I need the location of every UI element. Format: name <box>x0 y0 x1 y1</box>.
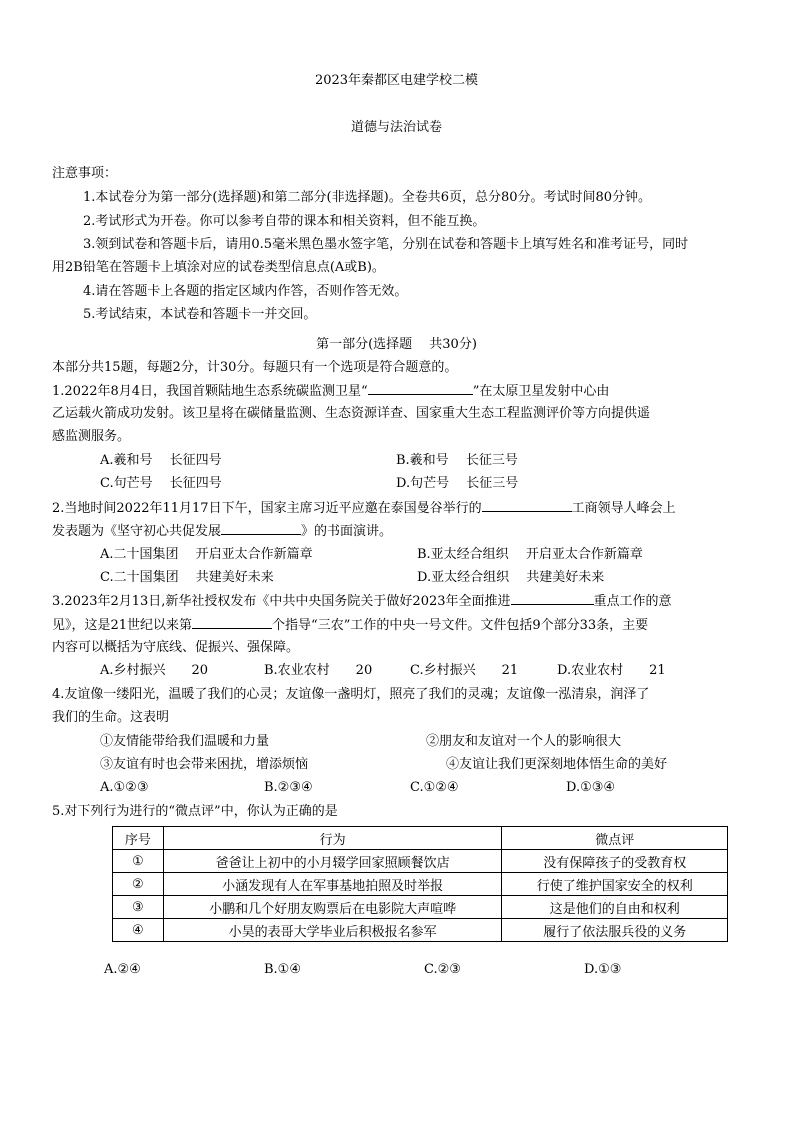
notice-item-3-cont: 用2B铅笔在答题卡上填涂对应的试卷类型信息点(A或B)。 <box>52 260 385 275</box>
table-cell-behavior: 小鹏和几个好朋友购票后在电影院大声喧哗 <box>163 896 502 919</box>
q2-stem-line1 <box>52 499 676 518</box>
q1-option-a: A.羲和号 长征四号 <box>100 453 222 468</box>
table-header-number: 序号 <box>113 827 164 850</box>
q4-option-a: A.①②③ <box>100 780 149 795</box>
q2-stem-part-a: 2.当地时间2022年11月17日下午，国家主席习近平应邀在泰国曼谷举行的 <box>52 501 482 516</box>
q1-stem-line1 <box>52 382 609 401</box>
exam-subject-title: 道德与法治试卷 <box>350 120 442 135</box>
q3-stem-part-c: 见》，这是21世纪以来第 <box>52 618 193 633</box>
q2-option-a: A.二十国集团 开启亚太合作新篇章 <box>100 547 313 562</box>
q5-option-a: A.②④ <box>104 962 141 977</box>
q1-stem-line3: 感监测服务。 <box>52 429 131 444</box>
table-cell-number: ③ <box>113 896 164 919</box>
q2-stem-line2 <box>52 522 392 541</box>
q3-stem-part-b: 重点工作的意 <box>593 594 672 609</box>
table-row <box>113 850 728 873</box>
q5-option-d: D.①③ <box>584 962 622 977</box>
q4-stem-line2: 我们的生命。这表明 <box>52 710 170 725</box>
q1-option-c: C.句芒号 长征四号 <box>100 476 222 491</box>
q5-comment-table <box>112 826 728 942</box>
notice-heading: 注意事项： <box>52 166 118 181</box>
q4-statement-4: ④友谊让我们更深刻地体悟生命的美好 <box>446 757 668 772</box>
q3-option-b: B.农业农村 20 <box>264 663 373 678</box>
q2-stem-part-c: 发表题为《坚守初心共促发展 <box>52 524 222 539</box>
table-header-row <box>113 827 728 850</box>
table-cell-comment: 履行了依法服兵役的义务 <box>502 919 728 942</box>
table-cell-behavior: 小涵发现有人在军事基地拍照及时举报 <box>163 873 502 896</box>
q4-option-b: B.②③④ <box>264 780 313 795</box>
q3-stem-part-d: 个指导“三农”工作的中央一号文件。文件包括9个部分33条，主要 <box>272 618 649 633</box>
q1-option-d: D.句芒号 长征三号 <box>396 476 519 491</box>
q4-statement-3: ③友谊有时也会带来困扰，增添烦恼 <box>100 757 309 772</box>
q1-stem-part-b: ”在太原卫星发射中心由 <box>472 384 610 399</box>
q3-answer-blank-2 <box>192 616 272 629</box>
q5-option-c: C.②③ <box>424 962 461 977</box>
q4-stem-line1: 4.友谊像一缕阳光，温暖了我们的心灵；友谊像一盏明灯，照亮了我们的灵魂；友谊像一泓清泉，润泽了 <box>52 687 650 702</box>
q3-option-a: A.乡村振兴 20 <box>100 663 209 678</box>
q3-stem-part-a: 3.2023年2月13日,新华社授权发布《中共中央国务院关于做好2023年全面推进 <box>52 594 511 609</box>
q3-stem-line3: 内容可以概括为守底线、促振兴、强保障。 <box>52 640 300 655</box>
q3-option-d: D.农业农村 21 <box>557 663 666 678</box>
table-cell-number: ② <box>113 873 164 896</box>
table-header-comment: 微点评 <box>502 827 728 850</box>
q2-option-c: C.二十国集团 共建美好未来 <box>100 570 274 585</box>
table-row <box>113 919 728 942</box>
table-cell-behavior: 爸爸让上初中的小月辍学回家照顾餐饮店 <box>163 850 502 873</box>
q5-option-b: B.①④ <box>264 962 301 977</box>
notice-item-5: 5.考试结束，本试卷和答题卡一并交回。 <box>83 307 317 322</box>
table-cell-behavior: 小昊的表哥大学毕业后积极报名参军 <box>163 919 502 942</box>
table-cell-number: ① <box>113 850 164 873</box>
q2-stem-part-b: 工商领导人峰会上 <box>571 501 676 516</box>
q4-option-d: D.①③④ <box>566 780 616 795</box>
q2-answer-blank-2 <box>221 522 301 535</box>
q1-answer-blank <box>368 382 473 395</box>
q4-statement-2: ②朋友和友谊对一个人的影响很大 <box>426 734 622 749</box>
q3-stem-line2 <box>52 616 648 635</box>
q1-stem-part-a: 1.2022年8月4日，我国首颗陆地生态系统碳监测卫星“ <box>52 384 368 399</box>
table-cell-number: ④ <box>113 919 164 942</box>
notice-item-1: 1.本试卷分为第一部分(选择题)和第二部分(非选择题)。全卷共6页，总分80分。考试时间80分钟。 <box>83 190 652 205</box>
q3-option-c: C.乡村振兴 21 <box>410 663 519 678</box>
q2-answer-blank-1 <box>482 499 572 512</box>
q5-stem: 5.对下列行为进行的“微点评”中，你认为正确的是 <box>52 804 338 819</box>
table-row <box>113 896 728 919</box>
notice-item-2: 2.考试形式为开卷。你可以参考自带的课本和相关资料，但不能互换。 <box>83 214 486 229</box>
table-header-behavior: 行为 <box>163 827 502 850</box>
notice-item-4: 4.请在答题卡上各题的指定区域内作答，否则作答无效。 <box>83 284 408 299</box>
table-cell-comment: 这是他们的自由和权利 <box>502 896 728 919</box>
q4-statement-1: ①友情能带给我们温暖和力量 <box>100 734 270 749</box>
part1-title: 第一部分(选择题 共30分) <box>316 337 477 352</box>
table-cell-comment: 行使了维护国家安全的权利 <box>502 873 728 896</box>
table-row <box>113 873 728 896</box>
q2-stem-part-d: 》的书面演讲。 <box>301 524 393 539</box>
q1-stem-line2: 乙运载火箭成功发射。该卫星将在碳储量监测、生态资源详查、国家重大生态工程监测评价等方向提供遥 <box>52 406 651 421</box>
table-cell-comment: 没有保障孩子的受教育权 <box>502 850 728 873</box>
part1-intro: 本部分共15题，每题2分，计30分。每题只有一个选项是符合题意的。 <box>52 360 458 375</box>
notice-item-3: 3.领到试卷和答题卡后，请用0.5毫米黑色墨水签字笔，分别在试卷和答题卡上填写姓名和准考证号，同时 <box>83 237 689 252</box>
q2-option-d: D.亚太经合组织 共建美好未来 <box>417 570 605 585</box>
exam-school-title: 2023年秦都区电建学校二模 <box>314 73 479 88</box>
q2-option-b: B.亚太经合组织 开启亚太合作新篇章 <box>417 547 643 562</box>
q4-option-c: C.①②④ <box>410 780 459 795</box>
q3-answer-blank-1 <box>511 592 594 605</box>
q1-option-b: B.羲和号 长征三号 <box>396 453 518 468</box>
q3-stem-line1 <box>52 592 672 611</box>
